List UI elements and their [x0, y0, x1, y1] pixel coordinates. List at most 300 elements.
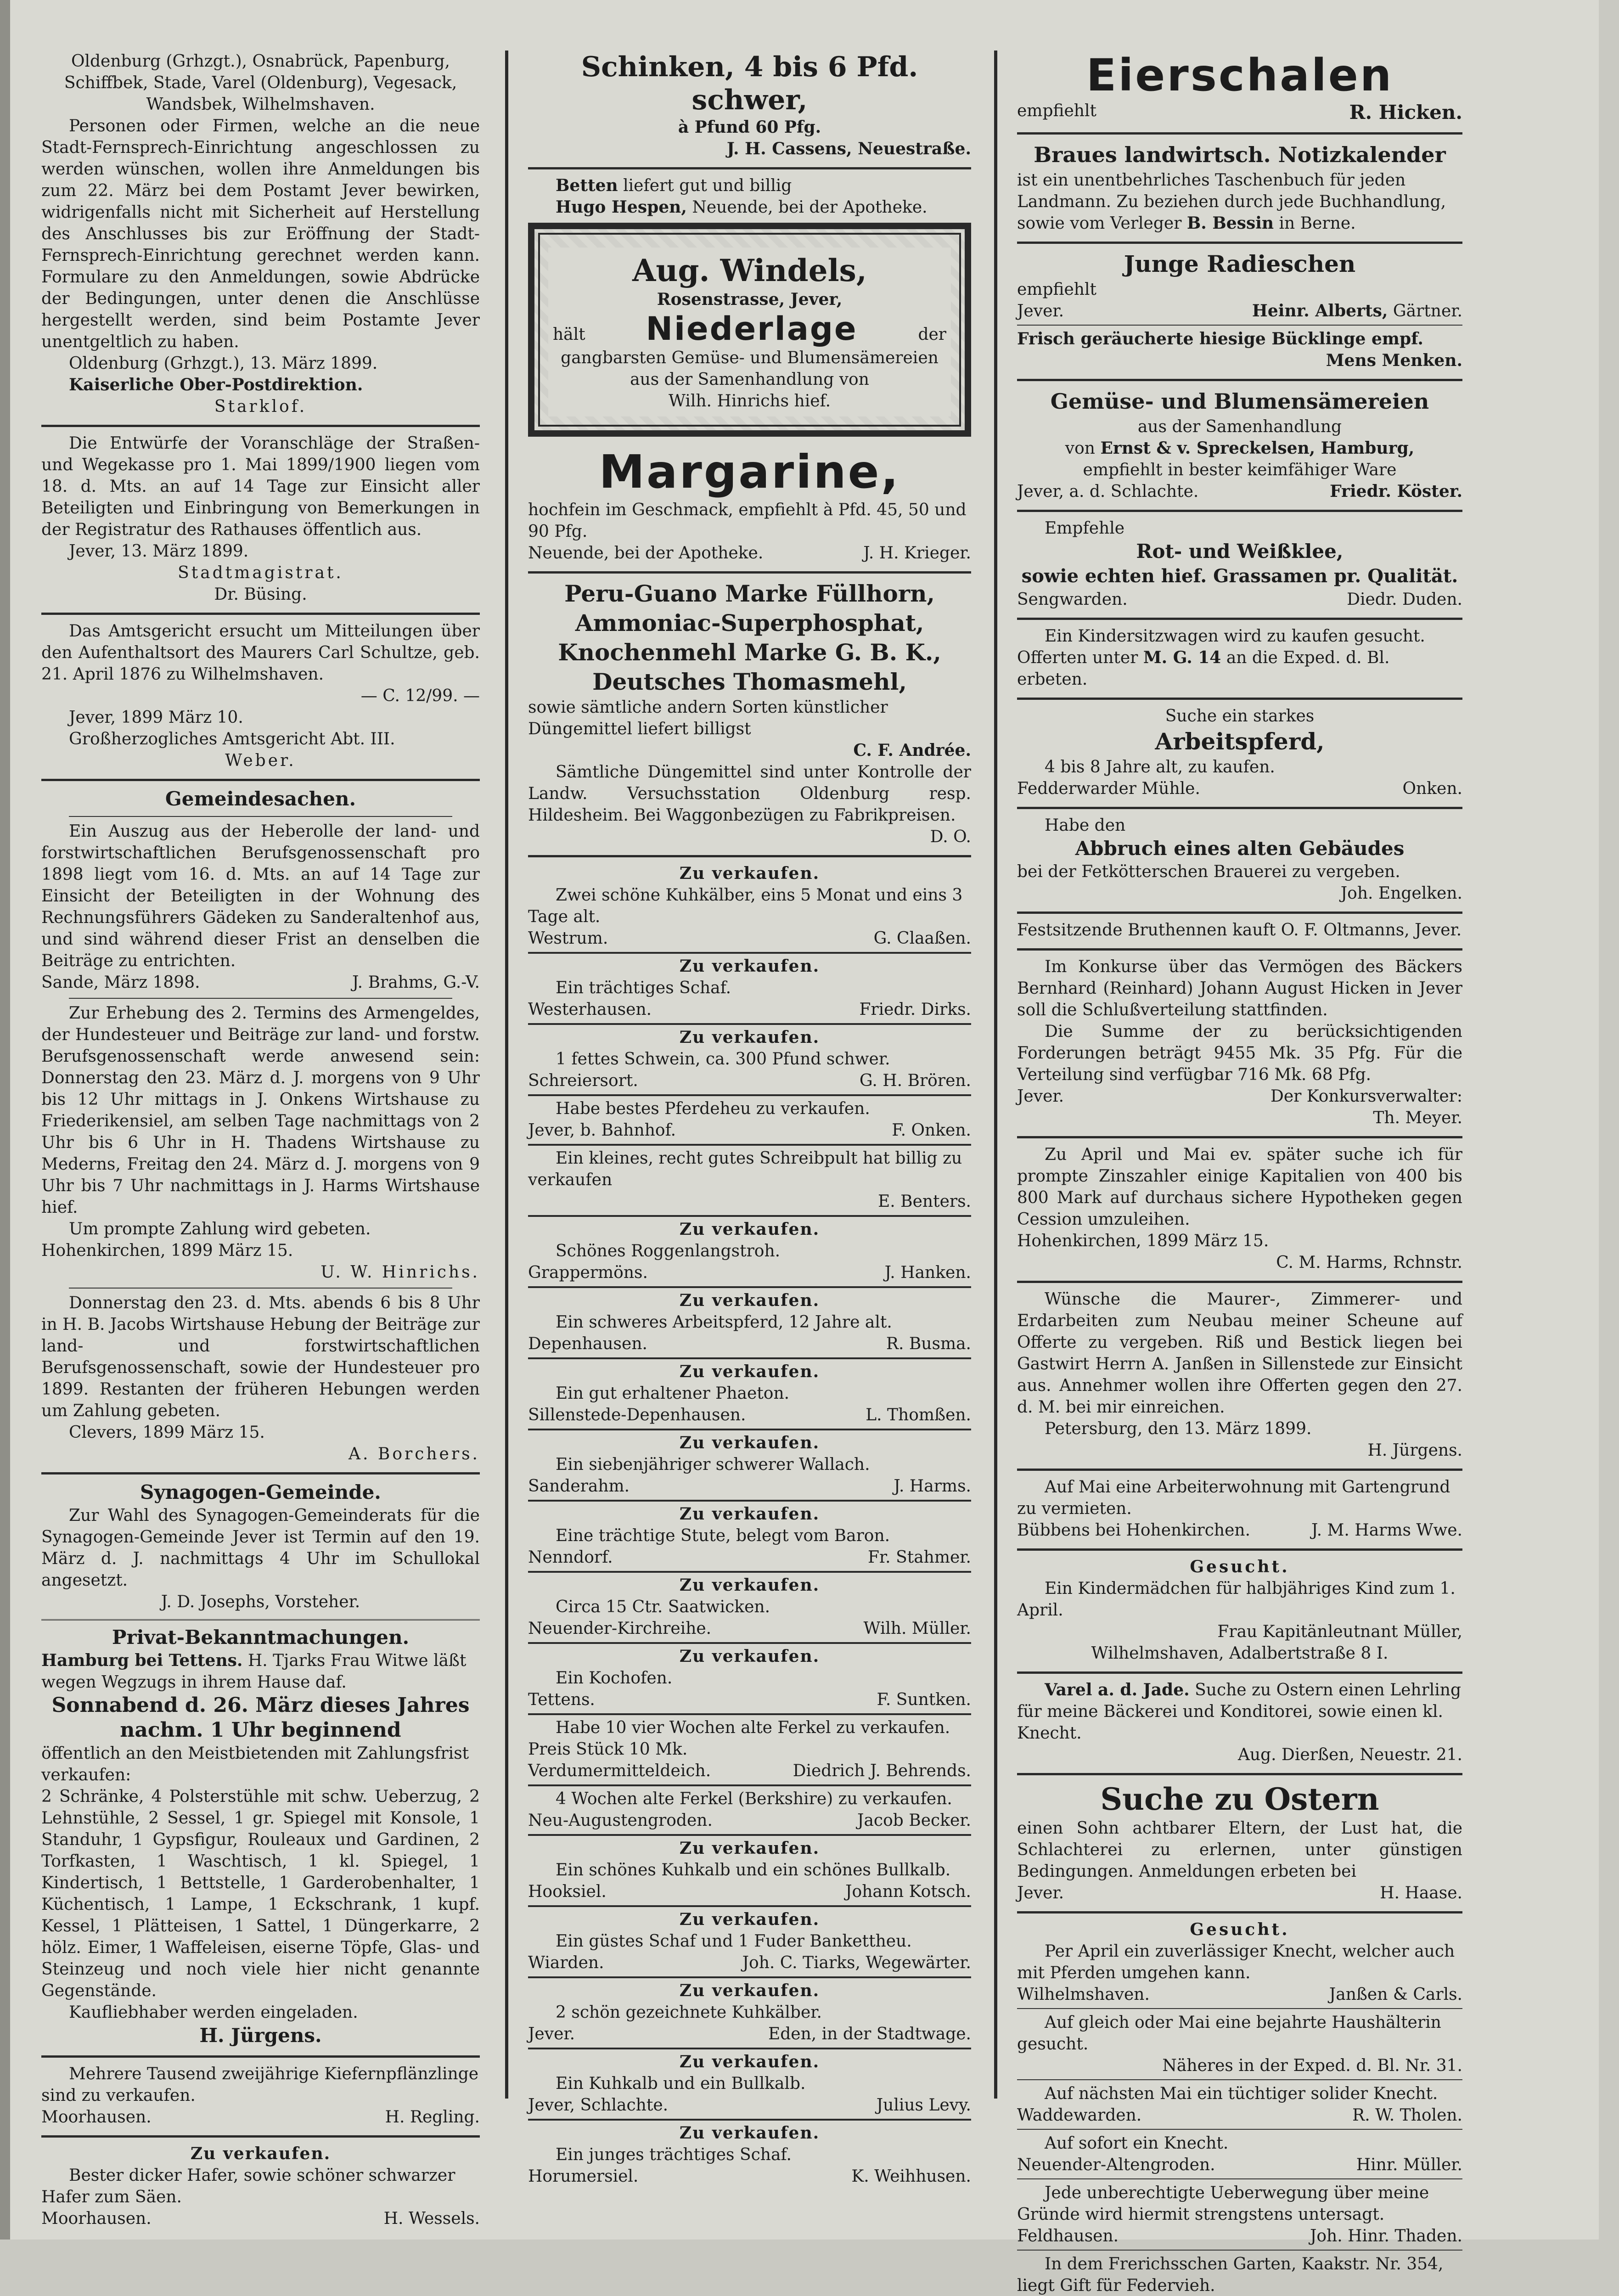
name: A. Borchers. — [348, 1445, 480, 1463]
divider — [41, 613, 480, 615]
place: Verdumermitteldeich. — [528, 1761, 711, 1780]
place: Westrum. — [528, 929, 608, 948]
ad-title-line: Rot- und Weißklee, — [1136, 540, 1344, 563]
divider — [528, 1429, 971, 1430]
ad-body: Sämtliche Düngemittel sind unter Kontrolle der Landw. Versuchsstation Oldenburg resp. Hildesheim. Bei Waggonbezügen zu Fabrikpreisen. — [528, 763, 971, 825]
place: Jever, b. Bahnhof. — [528, 1121, 676, 1140]
divider — [528, 1286, 971, 1288]
ad-body: 1 fettes Schwein, ca. 300 Pfund schwer. — [556, 1050, 890, 1069]
notice-note: Um prompte Zahlung wird gebeten. — [69, 1220, 371, 1238]
divider — [41, 1619, 480, 1621]
ad-body: Ein siebenjähriger schwerer Wallach. — [556, 1455, 870, 1474]
place: Nenndorf. — [528, 1548, 613, 1567]
classified-ad — [528, 1027, 971, 1092]
ad-title: Junge Radieschen — [1124, 250, 1356, 277]
schinken-ad — [528, 51, 971, 160]
divider — [69, 998, 452, 999]
column-2 — [528, 51, 971, 2187]
signature-line — [528, 1952, 971, 1974]
ad-lead: Betten — [556, 176, 618, 195]
ad-heading: Zu verkaufen. — [679, 1647, 820, 1666]
radieschen-ad — [1017, 249, 1462, 322]
ad-title-line: Peru-Guano Marke Füllhorn, — [564, 580, 935, 607]
signature-line — [528, 1810, 971, 1831]
ad-body: Habe 10 vier Wochen alte Ferkel zu verkaufen. Preis Stück 10 Mk. — [528, 1718, 950, 1759]
signature-line — [528, 1475, 971, 1497]
wohnung-ad — [1017, 1476, 1462, 1541]
classified-ad — [528, 863, 971, 949]
signature-line — [1017, 300, 1462, 322]
signature-line — [528, 1760, 971, 1782]
name: Frau Kapitänleutnant Müller, — [1217, 1622, 1462, 1641]
signature-line — [528, 1262, 971, 1283]
classified-ad — [528, 1788, 971, 1831]
ad-body: Auf Mai eine Arbeiterwohnung mit Gartengrund zu vermieten. — [1017, 1478, 1450, 1518]
buecklinge-ad — [1017, 328, 1462, 371]
signature-line — [528, 542, 971, 564]
divider — [41, 425, 480, 427]
classified-ad — [528, 1432, 971, 1497]
classified-ads — [528, 863, 971, 2187]
klee-ad — [1017, 518, 1462, 610]
varel-ad — [1017, 1679, 1462, 1766]
ad-heading: Zu verkaufen. — [679, 1504, 820, 1524]
scheune-ad — [1017, 1289, 1462, 1461]
ad-body: Ein kleines, recht gutes Schreibpult hat billig zu verkaufen — [528, 1149, 962, 1189]
kinderwagen-ad — [1017, 625, 1462, 690]
classified-ad — [528, 1980, 971, 2045]
divider — [528, 1215, 971, 1217]
classified-ad — [528, 1717, 971, 1782]
maiknecht-ad — [1017, 2083, 1462, 2126]
divider — [69, 816, 452, 817]
divider — [1017, 1671, 1462, 1674]
notice-body: Zur Erhebung des 2. Termins des Armengeldes, der Hundesteuer und Beiträge zur land- und forstw. Berufsgenossenschaft werde anwesend sein: Donnerstag den 23. März d. J. morgens von 9 Uhr bis 12 Uhr mittags in J. Onkens Wirtshause zu Friederikensiel, am selben Tage nachmittags von 2 Uhr bis 6 Uhr in H. Thadens Wirtshause zu Mederns, Freitag den 24. März d. J. morgens von 9 Uhr bis 7 Uhr nachmittags in J. Harms Wirtshause hief. — [41, 1004, 480, 1217]
ad-pre: empfiehlt — [1017, 280, 1096, 299]
ad-body: Zwei schöne Kuhkälber, eins 5 Monat und eins 3 Tage alt. — [528, 886, 963, 926]
ad-body: einen Sohn achtbarer Eltern, der Lust hat, die Schlachterei zu erlernen, unter günstigen Bedingungen. Anmeldungen erbeten bei — [1017, 1819, 1462, 1881]
name: Joh. Hinr. Thaden. — [1310, 2227, 1462, 2245]
ad-heading: Zu verkaufen. — [190, 2144, 331, 2163]
column-rule-1 — [505, 51, 508, 2099]
signature-line — [528, 2166, 971, 2187]
notice-body: Personen oder Firmen, welche an die neue Stadt-Fernsprech-Einrichtung angeschlossen zu werden wünschen, wollen ihre Anmeldungen bis zum 22. März bei dem Postamt Jever bewirken, widrigenfalls nicht mit Sicherheit auf Herstellung des Anschlusses bis zur Eröffnung der Stadt-Fernsprech-Einrichtung gerechnet werden kann. Formulare zu den Anmeldungen, sowie Abdrücke der Bedingungen, unter denen die Anschlüsse hergestellt werden, sind beim Postamte Jever unentgeltlich zu haben. — [41, 117, 480, 351]
divider — [528, 952, 971, 954]
name: R. Busma. — [886, 1334, 971, 1353]
name: Diedr. Duden. — [1347, 590, 1462, 609]
signature-line — [1017, 778, 1462, 799]
ad-body-text: Suche zu Ostern einen Lehrling für meine Bäckerei und Konditorei, sowie einen kl. Knecht. — [1017, 1681, 1462, 1743]
name: Eden, in der Stadtwage. — [768, 2025, 971, 2043]
notice-body: Donnerstag den 23. d. Mts. abends 6 bis 8 Uhr in H. B. Jacobs Wirtshause Hebung der Beiträge zur land- und forstwirtschaftlichen Berufsgenossenschaft, sowie der Hundesteuer pro 1899. Restanten der früheren Hebungen werden um Zahlung gebeten. — [41, 1294, 480, 1420]
ad-ref: Näheres in der Exped. d. Bl. Nr. 31. — [1162, 2056, 1462, 2075]
ad-body: Eine trächtige Stute, belegt vom Baron. — [556, 1526, 890, 1545]
notice-body: Ein Auszug aus der Heberolle der land- und forstwirtschaftlichen Berufsgenossenschaft pro 1898 liegt vom 16. d. Mts. an auf 14 Tage zur Einsicht der Beteiligten in der Wohnung des Rechnungsführers Gädeken zu Sanderaltenhof aus, und sind während dieser Frist an denselben die Beiträge zu entrichten. — [41, 822, 480, 970]
name: Friedr. Dirks. — [859, 1000, 971, 1019]
divider — [528, 1713, 971, 1715]
signature-line — [528, 1333, 971, 1355]
name: R. W. Tholen. — [1352, 2106, 1462, 2125]
role: Gärtner. — [1393, 302, 1462, 321]
haushaelterin-ad — [1017, 2012, 1462, 2077]
ad-body: Schönes Roggenlangstroh. — [556, 1242, 781, 1261]
name: H. Regling. — [385, 2108, 480, 2127]
ad-firm: Ernst & v. Spreckelsen, Hamburg, — [1100, 439, 1415, 458]
signature-line — [1017, 1086, 1462, 1107]
place: Neuende, bei der Apotheke. — [528, 544, 764, 563]
divider — [528, 1571, 971, 1573]
knecht-ad — [1017, 1919, 1462, 2005]
place: in Berne. — [1279, 214, 1356, 233]
divider — [1017, 2250, 1462, 2251]
name: Julius Levy. — [876, 2096, 971, 2115]
column-3 — [1017, 51, 1462, 2296]
place: Bübbens bei Hohenkirchen. — [1017, 1521, 1251, 1540]
signature-line — [528, 999, 971, 1020]
place: Schreiersort. — [528, 1071, 638, 1090]
ad-line-pre: von — [1065, 439, 1095, 458]
ad-body — [1017, 1679, 1462, 1744]
ad-title: Suche zu Ostern — [1100, 1781, 1379, 1817]
hypothek-ad — [1017, 1144, 1462, 1273]
ad-title: Eierschalen — [1086, 50, 1394, 101]
voranschlag-notice — [41, 433, 480, 605]
ad-title: Margarine, — [599, 445, 900, 499]
classified-ad — [528, 1290, 971, 1355]
ad-body: Ein trächtiges Schaf. — [556, 979, 731, 997]
ad-pre: empfiehlt — [1017, 101, 1096, 120]
classified-ad — [528, 1148, 971, 1212]
section-heading: Gemeindesachen. — [165, 788, 356, 810]
ad-heading: Zu verkaufen. — [679, 1362, 820, 1381]
name: Joh. C. Tiarks, Wegewärter. — [742, 1953, 971, 1972]
place: Hohenkirchen, 1899 März 15. — [41, 1241, 293, 1260]
amtsgericht-notice — [41, 620, 480, 771]
notice-body: Zur Wahl des Synagogen-Gemeinderats für die Synagogen-Gemeinde Jever ist Termin auf den 19. März d. J. nachmittags 4 Uhr im Schullokal angesetzt. — [41, 1506, 480, 1590]
place: Depenhausen. — [528, 1334, 647, 1353]
classified-ad — [528, 1219, 971, 1283]
name: Janßen & Carls. — [1329, 1985, 1462, 2004]
signature-line — [41, 2106, 480, 2128]
ad-line — [553, 310, 946, 347]
divider — [41, 2055, 480, 2058]
place: Tettens. — [528, 1690, 595, 1709]
place: Sanderahm. — [528, 1477, 630, 1496]
divider — [528, 855, 971, 857]
name: R. Hicken. — [1349, 101, 1462, 124]
section-heading: Privat-Bekanntmachungen. — [112, 1626, 410, 1649]
synagoge-section — [41, 1480, 480, 1613]
ad-body: Ein Kuhkalb und ein Bullkalb. — [556, 2074, 806, 2093]
name: B. Bessin — [1186, 214, 1274, 233]
place: Varel a. d. Jade. — [1045, 1680, 1190, 1699]
name: J. Harms. — [894, 1477, 971, 1496]
ad-title-line: Ammoniac-Superphosphat, — [575, 609, 924, 636]
places-line: Oldenburg (Grhzgt.), Osnabrück, Papenburg, — [71, 52, 450, 71]
name: H. Haase. — [1380, 1884, 1462, 1902]
name: Friedr. Köster. — [1330, 482, 1462, 501]
role: Der Konkursverwalter: — [1270, 1087, 1462, 1106]
sofortknecht-ad — [1017, 2133, 1462, 2176]
kiefern-ad — [41, 2063, 480, 2128]
ad-line: aus der Samenhandlung — [1137, 417, 1342, 436]
ad-title: Schinken, 4 bis 6 Pfd. schwer, — [581, 51, 918, 116]
notice-date: Oldenburg (Grhzgt.), 13. März 1899. — [69, 354, 378, 373]
place: Petersburg, den 13. März 1899. — [1045, 1419, 1312, 1438]
ad-address: Rosenstrasse, Jever, — [657, 290, 843, 309]
divider — [1017, 1281, 1462, 1283]
place: Moorhausen. — [41, 2209, 152, 2228]
places-line: Schiffbek, Stade, Varel (Oldenburg), Vegesack, — [64, 73, 457, 92]
gift-ad — [1017, 2253, 1462, 2296]
name: H. Wessels. — [383, 2209, 480, 2228]
ad-line — [528, 197, 971, 218]
classified-ad — [528, 1646, 971, 1711]
name: C. F. Andrée. — [853, 741, 971, 760]
ad-body: Zu April und Mai ev. später suche ich für prompte Zinszahler einige Kapitalien von 400 bis 800 Mark auf durchaus sichere Hypotheken gegen Cession umzuleihen. — [1017, 1145, 1462, 1229]
name: Joh. Engelken. — [1340, 884, 1462, 903]
ad-body: Auf sofort ein Knecht. — [1045, 2134, 1229, 2153]
notice-body: Im Konkurse über das Vermögen des Bäckers Bernhard (Reinhard) Johann August Hicken in Jever soll die Schlußverteilung stattfinden. — [1017, 957, 1462, 1019]
signature-line — [528, 1191, 971, 1212]
auction-sale: öffentlich an den Meistbietenden mit Zahlungsfrist verkaufen: — [41, 1744, 469, 1784]
signature-line — [41, 2208, 480, 2229]
ad-body — [1017, 625, 1462, 690]
signature-line — [1017, 100, 1462, 125]
divider — [1017, 132, 1462, 135]
abbruch-ad — [1017, 815, 1462, 904]
ad-line: empfiehlt in bester keimfähiger Ware — [1083, 461, 1397, 479]
ad-body: Ein Kindermädchen für halbjähriges Kind zum 1. April. — [1017, 1579, 1456, 1620]
address: Wilhelmshaven, Adalbertstraße 8 I. — [1091, 1644, 1389, 1663]
divider — [1017, 1773, 1462, 1775]
ad-pre: hält — [553, 325, 585, 344]
ad-title: Abbruch eines alten Gebäudes — [1075, 837, 1405, 860]
ad-title: Aug. Windels, — [632, 253, 867, 288]
place: Hooksiel. — [528, 1882, 607, 1901]
divider — [1017, 807, 1462, 809]
ad-line: aus der Samenhandlung von — [630, 370, 869, 389]
name: Onken. — [1402, 779, 1462, 798]
ad-heading: Zu verkaufen. — [679, 1291, 820, 1310]
divider — [1017, 325, 1462, 326]
notice-signature: Dr. Büsing. — [214, 585, 307, 604]
ad-body: Circa 15 Ctr. Saatwicken. — [556, 1598, 770, 1616]
ad-heading: Zu verkaufen. — [679, 864, 820, 883]
place: Sande, März 1898. — [41, 973, 200, 992]
ad-body: Ein schweres Arbeitspferd, 12 Jahre alt. — [556, 1313, 892, 1332]
place: Neuende, bei der Apotheke. — [692, 198, 928, 217]
ad-body: bei der Fetkötterschen Brauerei zu vergeben. — [1017, 862, 1400, 881]
name: Fr. Stahmer. — [867, 1548, 971, 1567]
place: Feldhausen. — [1017, 2227, 1119, 2245]
signature-line — [528, 1547, 971, 1568]
ad-body: Frisch geräucherte hiesige Bücklinge empf. — [1017, 329, 1423, 349]
classified-ad — [528, 956, 971, 1020]
place: Jever, Schlachte. — [528, 2096, 669, 2115]
windels-box-inner — [548, 248, 951, 416]
place: Hohenkirchen, 1899 März 15. — [1017, 1232, 1269, 1250]
ad-line: Wilh. Hinrichs hief. — [668, 392, 831, 411]
divider — [1017, 379, 1462, 381]
page-binding-edge — [0, 0, 10, 2240]
divider — [41, 2135, 480, 2138]
ad-title-line: sowie echten hief. Grassamen pr. Qualität. — [1021, 565, 1458, 587]
eier-ad — [1017, 51, 1462, 125]
intro: H. Tjarks Frau Witwe läßt wegen Wegzugs in ihrem Hause daf. — [41, 1651, 467, 1692]
ad-title-line: Knochenmehl Marke G. B. K., — [558, 639, 941, 666]
ad-body: Ein gut erhaltener Phaeton. — [556, 1384, 790, 1403]
ad-body: Jede unberechtigte Ueberwegung über meine Gründe wird hiermit strengstens untersagt. — [1017, 2183, 1429, 2224]
signature-line — [1017, 481, 1462, 502]
ad-line — [528, 175, 971, 197]
ad-heading: Zu verkaufen. — [679, 2123, 820, 2143]
bruthennen-ad: Festsitzende Bruthennen kauft O. F. Oltmanns, Jever. — [1017, 921, 1462, 940]
ad-body: Bester dicker Hafer, sowie schöner schwarzer Hafer zum Säen. — [41, 2166, 455, 2206]
name: E. Benters. — [877, 1192, 971, 1211]
ad-code: M. G. 14 — [1143, 648, 1221, 667]
notice-authority: Großherzogliches Amtsgericht Abt. III. — [69, 730, 395, 748]
divider — [1017, 1136, 1462, 1138]
ad-heading: Zu verkaufen. — [679, 1981, 820, 2000]
name: Wilh. Müller. — [863, 1619, 971, 1638]
divider — [528, 1500, 971, 1502]
duenger-ad — [528, 579, 971, 848]
ad-body-b: an die Exped. d. Bl. erbeten. — [1017, 648, 1390, 689]
name: K. Weihhusen. — [851, 2167, 971, 2186]
ostern-ad — [1017, 1781, 1462, 1904]
ad-heading: Zu verkaufen. — [679, 1576, 820, 1595]
place: Hamburg bei Tettens. — [41, 1651, 243, 1670]
windels-box — [528, 223, 971, 437]
gemeinde-section — [41, 787, 480, 1465]
ad-keyword: Niederlage — [646, 310, 858, 348]
name: J. Brahms, G.-V. — [352, 973, 480, 992]
divider — [528, 2048, 971, 2049]
signature-line — [528, 1618, 971, 1639]
divider — [1017, 948, 1462, 951]
ad-body: Per April ein zuverlässiger Knecht, welcher auch mit Pferden umgehen kann. — [1017, 1942, 1455, 1982]
classified-ad — [528, 1361, 971, 1426]
column-rule-2 — [994, 51, 997, 2099]
signature-line — [528, 2023, 971, 2045]
divider — [1017, 1548, 1462, 1551]
divider — [41, 1472, 480, 1474]
ad-body: Ein Kochofen. — [556, 1669, 673, 1688]
classified-ad — [528, 1575, 971, 1639]
name: J. H. Krieger. — [863, 544, 971, 563]
margarine-ad — [528, 445, 971, 564]
ad-body: 2 schön gezeichnete Kuhkälber. — [556, 2003, 822, 2022]
name: H. Jürgens. — [1367, 1441, 1462, 1460]
ad-heading: Zu verkaufen. — [679, 1839, 820, 1858]
name: Heinr. Alberts, — [1252, 301, 1388, 321]
signature-line — [1017, 2225, 1462, 2247]
signature-line — [528, 2094, 971, 2116]
column-1 — [41, 51, 480, 2229]
classified-ad — [528, 1503, 971, 1568]
divider — [1017, 242, 1462, 244]
divider — [528, 571, 971, 574]
case-reference: — C. 12/99. — — [360, 687, 480, 705]
notice-intro — [41, 1650, 480, 1693]
divider — [528, 2119, 971, 2121]
kalender-ad — [1017, 140, 1462, 234]
signature-line — [1017, 2154, 1462, 2176]
divider — [69, 1288, 452, 1289]
ad-seller: J. H. Cassens, Neuestraße. — [726, 139, 971, 158]
classified-ad — [528, 1909, 971, 1974]
divider — [41, 779, 480, 781]
signature-line — [1017, 2105, 1462, 2126]
place: Westerhausen. — [528, 1000, 652, 1019]
divider — [528, 1905, 971, 1907]
signature: D. O. — [930, 827, 971, 846]
ad-body: Auf nächsten Mai ein tüchtiger solider Knecht. — [1045, 2084, 1438, 2103]
notice-authority: Kaiserliche Ober-Postdirektion. — [69, 375, 363, 394]
ad-pre: Habe den — [1045, 816, 1126, 835]
notice-date: Jever, 1899 März 10. — [69, 708, 243, 727]
ad-line: gangbarsten Gemüse- und Blumensämereien — [561, 349, 939, 367]
ad-body: Mehrere Tausend zweijährige Kiefernpflänzlinge sind zu verkaufen. — [41, 2065, 479, 2105]
signature-line — [528, 1689, 971, 1711]
notice-authority: Stadtmagistrat. — [178, 563, 343, 582]
place: Neuender-Kirchreihe. — [528, 1619, 712, 1638]
name: Johann Kotsch. — [845, 1882, 971, 1901]
divider — [1017, 912, 1462, 914]
ad-body: Ein schönes Kuhkalb und ein schönes Bullkalb. — [556, 1861, 951, 1880]
name: J. Hanken. — [884, 1263, 971, 1282]
pferd-ad — [1017, 705, 1462, 799]
telephone-notice — [41, 51, 480, 417]
ad-heading: Zu verkaufen. — [679, 1910, 820, 1929]
divider — [1017, 2008, 1462, 2009]
place: Wiarden. — [528, 1953, 604, 1972]
ad-body: Auf gleich oder Mai eine bejahrte Haushälterin gesucht. — [1017, 2013, 1441, 2054]
divider — [528, 167, 971, 169]
name: L. Thomßen. — [866, 1406, 971, 1424]
notice-body: Das Amtsgericht ersucht um Mitteilungen über den Aufenthaltsort des Maurers Carl Schultze, geb. 21. April 1876 zu Wilhelmshaven. — [41, 622, 480, 684]
divider — [528, 1023, 971, 1025]
divider — [1017, 1469, 1462, 1471]
name: Diedrich J. Behrends. — [793, 1761, 971, 1780]
ad-heading: Zu verkaufen. — [679, 1220, 820, 1239]
ad-post: der — [918, 325, 946, 344]
ad-body-text: ist ein unentbehrliches Taschenbuch für jeden Landmann. Zu beziehen durch jede Buchhandlung, sowie vom Verleger — [1017, 171, 1446, 233]
divider — [528, 1144, 971, 1146]
betten-ad — [528, 175, 971, 218]
signature-line — [1017, 1984, 1462, 2005]
auction-items: 2 Schränke, 4 Polsterstühle mit schw. Ueberzug, 2 Lehnstühle, 2 Sessel, 1 gr. Spiegel mit Konsole, 1 Standuhr, 1 Gypsfigur, Rouleaux und Gardinen, 2 Torfkasten, 1 Waschtisch, 1 kl. Spiegel, 1 Kindertisch, 1 Bettstelle, 1 Garderobenhalter, 1 Küchentisch, 1 Lampe, 1 Eckschrank, 1 kupf. Kessel, 1 Plätteisen, 1 Sattel, 1 Düngerkarre, 2 hölz. Eimer, 1 Waffeleisen, eiserne Töpfe, Glas- und Steinzeug und noch viele hier nicht genannte Gegenstände. — [41, 1787, 480, 2000]
signature-line — [528, 1120, 971, 1141]
divider — [1017, 2079, 1462, 2080]
name: F. Suntken. — [877, 1690, 971, 1709]
places-line: Wandsbek, Wilhelmshaven. — [146, 95, 375, 114]
place: Jever. — [528, 2025, 575, 2043]
divider — [528, 1094, 971, 1096]
signature-line — [1017, 589, 1462, 610]
ad-heading: Zu verkaufen. — [679, 1028, 820, 1047]
ad-title: Arbeitspferd, — [1155, 728, 1325, 755]
ad-body: 4 bis 8 Jahre alt, zu kaufen. — [1045, 758, 1275, 777]
ad-title: Gemüse- und Blumensämereien — [1050, 389, 1429, 414]
signature-line — [528, 1404, 971, 1426]
kindermaedchen-ad — [1017, 1556, 1462, 1664]
ad-body: Ein güstes Schaf und 1 Fuder Bankettheu. — [556, 1932, 912, 1951]
signature-line — [1017, 1519, 1462, 1541]
place: Jever, a. d. Schlachte. — [1017, 482, 1199, 501]
ad-title-line: Deutsches Thomasmehl, — [592, 668, 907, 695]
